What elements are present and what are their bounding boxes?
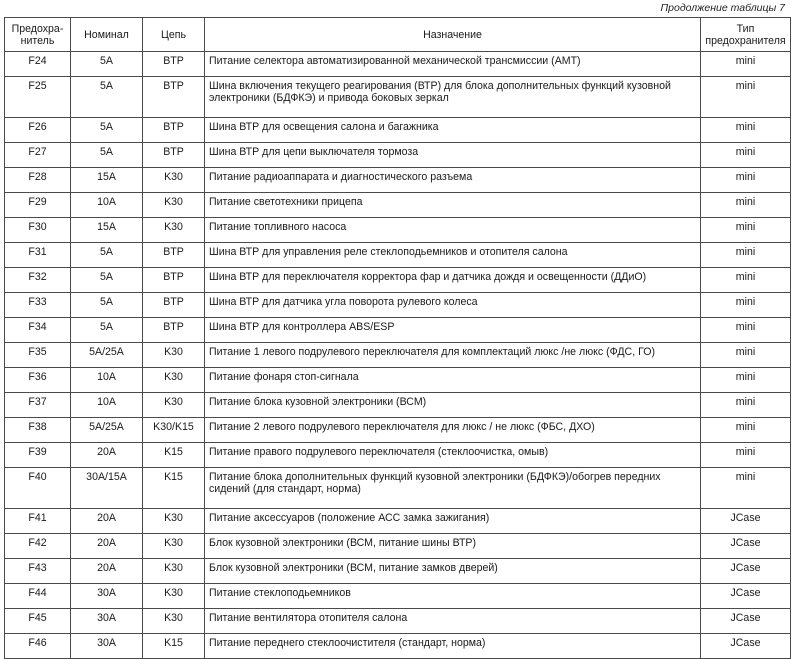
cell-rating: 30A [71, 609, 143, 634]
cell-circuit: K30 [143, 193, 205, 218]
cell-type: mini [701, 318, 791, 343]
cell-purpose: Блок кузовной электроники (ВСМ, питание шины ВТР) [205, 534, 701, 559]
cell-type: mini [701, 243, 791, 268]
cell-circuit: BTP [143, 293, 205, 318]
cell-fuse: F35 [5, 343, 71, 368]
table-row [5, 343, 791, 368]
cell-fuse: F27 [5, 143, 71, 168]
cell-rating: 10A [71, 193, 143, 218]
cell-type: mini [701, 193, 791, 218]
cell-fuse: F44 [5, 584, 71, 609]
cell-purpose: Питание радиоаппарата и диагностического разъема [205, 168, 701, 193]
table-row [5, 77, 791, 118]
cell-type: mini [701, 418, 791, 443]
fuse-table [4, 17, 791, 659]
cell-type: mini [701, 468, 791, 509]
cell-rating: 5A [71, 77, 143, 118]
table-row [5, 168, 791, 193]
cell-rating: 10A [71, 393, 143, 418]
header-fuse: Предохра-нитель [5, 18, 71, 52]
table-row [5, 52, 791, 77]
cell-type: mini [701, 393, 791, 418]
table-row [5, 218, 791, 243]
cell-fuse: F25 [5, 77, 71, 118]
cell-rating: 5A [71, 143, 143, 168]
cell-type: mini [701, 218, 791, 243]
cell-purpose: Шина ВТР для контроллера ABS/ESP [205, 318, 701, 343]
cell-purpose: Блок кузовной электроники (ВСМ, питание замков дверей) [205, 559, 701, 584]
cell-rating: 20A [71, 509, 143, 534]
cell-fuse: F41 [5, 509, 71, 534]
cell-purpose: Шина ВТР для управления реле стеклоподьемников и отопителя салона [205, 243, 701, 268]
cell-type: mini [701, 168, 791, 193]
table-row [5, 318, 791, 343]
cell-circuit: K30 [143, 509, 205, 534]
cell-circuit: K30 [143, 393, 205, 418]
cell-circuit: K30 [143, 343, 205, 368]
cell-rating: 15A [71, 218, 143, 243]
cell-circuit: BTP [143, 77, 205, 118]
cell-fuse: F42 [5, 534, 71, 559]
table-row [5, 368, 791, 393]
header-circuit: Цепь [143, 18, 205, 52]
cell-type: mini [701, 443, 791, 468]
cell-circuit: K30 [143, 218, 205, 243]
cell-purpose: Шина включения текущего реагирования (ВТР) для блока дополнительных функций кузовной электроники (БДФКЭ) и привода боковых зеркал [205, 77, 701, 118]
cell-circuit: BTP [143, 143, 205, 168]
table-row [5, 584, 791, 609]
cell-purpose: Питание аксессуаров (положение АСС замка зажигания) [205, 509, 701, 534]
header-type: Тип предохранителя [701, 18, 791, 52]
cell-purpose: Питание 1 левого подрулевого переключателя для комплектаций люкс /не люкс (ФДС, ГО) [205, 343, 701, 368]
cell-rating: 10A [71, 368, 143, 393]
cell-purpose: Питание фонаря стоп-сигнала [205, 368, 701, 393]
table-row [5, 418, 791, 443]
cell-rating: 5A [71, 118, 143, 143]
cell-fuse: F24 [5, 52, 71, 77]
table-header-row [5, 18, 791, 52]
cell-fuse: F39 [5, 443, 71, 468]
table-row [5, 443, 791, 468]
cell-fuse: F30 [5, 218, 71, 243]
cell-purpose: Шина ВТР для освещения салона и багажника [205, 118, 701, 143]
cell-fuse: F37 [5, 393, 71, 418]
cell-type: JCase [701, 609, 791, 634]
cell-type: mini [701, 268, 791, 293]
table-row [5, 193, 791, 218]
cell-fuse: F26 [5, 118, 71, 143]
cell-fuse: F36 [5, 368, 71, 393]
cell-type: mini [701, 368, 791, 393]
cell-circuit: BTP [143, 243, 205, 268]
cell-type: JCase [701, 634, 791, 659]
cell-rating: 15A [71, 168, 143, 193]
cell-circuit: K30 [143, 559, 205, 584]
cell-rating: 30A/15A [71, 468, 143, 509]
cell-purpose: Питание топливного насоса [205, 218, 701, 243]
cell-purpose: Питание стеклоподьемников [205, 584, 701, 609]
table-row [5, 634, 791, 659]
cell-fuse: F46 [5, 634, 71, 659]
cell-fuse: F31 [5, 243, 71, 268]
cell-rating: 30A [71, 584, 143, 609]
cell-fuse: F45 [5, 609, 71, 634]
cell-rating: 5A/25A [71, 418, 143, 443]
cell-purpose: Шина ВТР для цепи выключателя тормоза [205, 143, 701, 168]
cell-circuit: K15 [143, 468, 205, 509]
cell-rating: 20A [71, 443, 143, 468]
cell-circuit: K15 [143, 443, 205, 468]
cell-rating: 20A [71, 559, 143, 584]
cell-type: mini [701, 77, 791, 118]
cell-fuse: F29 [5, 193, 71, 218]
header-rating: Номинал [71, 18, 143, 52]
table-row [5, 468, 791, 509]
cell-fuse: F28 [5, 168, 71, 193]
cell-type: JCase [701, 584, 791, 609]
cell-circuit: K30/K15 [143, 418, 205, 443]
cell-purpose: Питание вентилятора отопителя салона [205, 609, 701, 634]
table-row [5, 243, 791, 268]
cell-purpose: Питание светотехники прицепа [205, 193, 701, 218]
cell-circuit: BTP [143, 118, 205, 143]
cell-circuit: K15 [143, 634, 205, 659]
table-row [5, 509, 791, 534]
cell-rating: 5A [71, 293, 143, 318]
cell-type: mini [701, 143, 791, 168]
cell-rating: 5A/25A [71, 343, 143, 368]
table-row [5, 609, 791, 634]
cell-type: mini [701, 293, 791, 318]
cell-fuse: F33 [5, 293, 71, 318]
cell-fuse: F38 [5, 418, 71, 443]
cell-type: mini [701, 52, 791, 77]
cell-type: JCase [701, 559, 791, 584]
cell-fuse: F32 [5, 268, 71, 293]
cell-type: JCase [701, 534, 791, 559]
cell-purpose: Питание селектора автоматизированной механической трансмиссии (АМТ) [205, 52, 701, 77]
cell-rating: 5A [71, 243, 143, 268]
cell-fuse: F43 [5, 559, 71, 584]
cell-circuit: K30 [143, 534, 205, 559]
cell-purpose: Питание 2 левого подрулевого переключателя для люкс / не люкс (ФБС, ДХО) [205, 418, 701, 443]
cell-rating: 20A [71, 534, 143, 559]
table-row [5, 393, 791, 418]
cell-circuit: BTP [143, 268, 205, 293]
table-row [5, 118, 791, 143]
cell-type: JCase [701, 509, 791, 534]
table-row [5, 534, 791, 559]
cell-purpose: Питание блока дополнительных функций кузовной электроники (БДФКЭ)/обогрев передних сидений (для стандарт, норма) [205, 468, 701, 509]
cell-type: mini [701, 118, 791, 143]
cell-rating: 5A [71, 318, 143, 343]
table-row [5, 143, 791, 168]
cell-circuit: K30 [143, 584, 205, 609]
table-caption: Продолжение таблицы 7 [660, 2, 785, 14]
cell-circuit: K30 [143, 609, 205, 634]
table-row [5, 293, 791, 318]
cell-rating: 5A [71, 52, 143, 77]
cell-rating: 30A [71, 634, 143, 659]
header-purpose: Назначение [205, 18, 701, 52]
cell-circuit: BTP [143, 52, 205, 77]
cell-purpose: Питание блока кузовной электроники (ВСМ) [205, 393, 701, 418]
cell-fuse: F34 [5, 318, 71, 343]
cell-fuse: F40 [5, 468, 71, 509]
cell-purpose: Питание переднего стеклоочистителя (стандарт, норма) [205, 634, 701, 659]
cell-purpose: Шина ВТР для датчика угла поворота рулевого колеса [205, 293, 701, 318]
cell-circuit: K30 [143, 168, 205, 193]
cell-type: mini [701, 343, 791, 368]
table-row [5, 559, 791, 584]
cell-circuit: BTP [143, 318, 205, 343]
cell-purpose: Питание правого подрулевого переключателя (стеклоочистка, омыв) [205, 443, 701, 468]
cell-purpose: Шина ВТР для переключателя корректора фар и датчика дождя и освещенности (ДДиО) [205, 268, 701, 293]
table-row [5, 268, 791, 293]
cell-rating: 5A [71, 268, 143, 293]
cell-circuit: K30 [143, 368, 205, 393]
